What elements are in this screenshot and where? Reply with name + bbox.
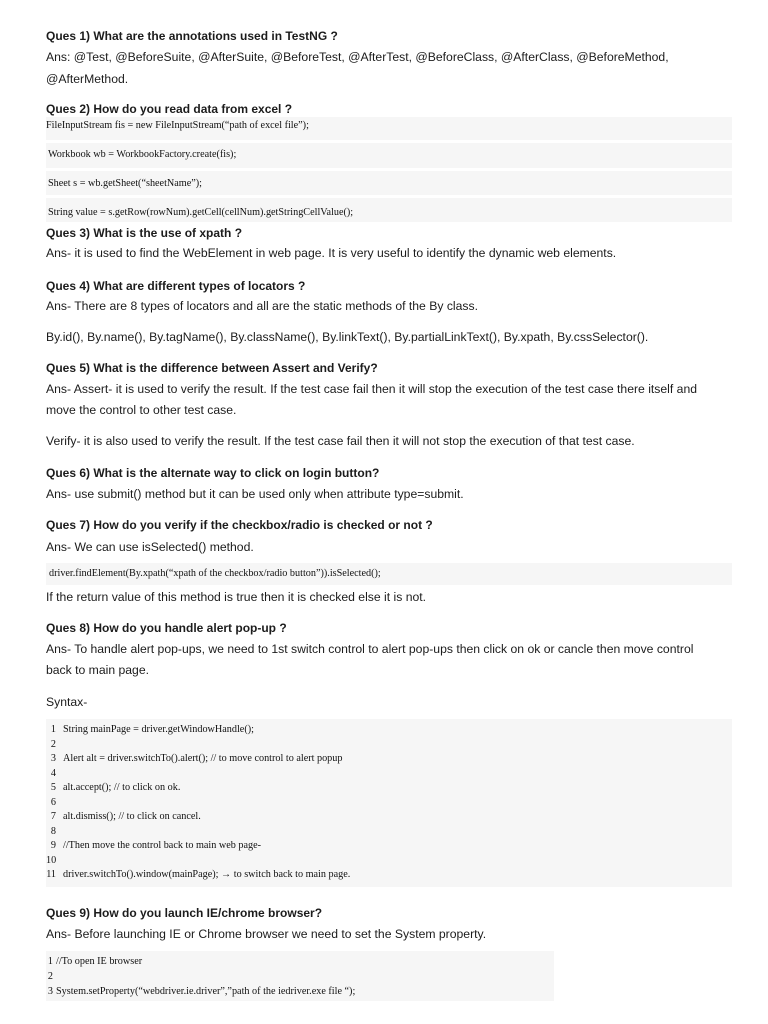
code-line: //Then move the control back to main web page- [63, 840, 262, 851]
question-3-heading: Ques 3) What is the use of xpath ? [46, 226, 243, 240]
question-7-heading: Ques 7) How do you verify if the checkbox/radio is checked or not ? [46, 518, 433, 532]
answer-5-line-2: move the control to other test case. [46, 403, 237, 417]
syntax-label: Syntax- [46, 695, 88, 709]
checkbox-code-block [46, 563, 732, 585]
answer-1-line-2: @AfterMethod. [46, 72, 129, 86]
answer-7: Ans- We can use isSelected() method. [46, 540, 254, 554]
answer-9: Ans- Before launching IE or Chrome browser we need to set the System property. [46, 927, 487, 941]
code-line: Alert alt = driver.switchTo().alert(); // to move control to alert popup [63, 753, 343, 764]
line-number: 3 [50, 753, 56, 764]
question-4-heading: Ques 4) What are different types of locators ? [46, 279, 306, 293]
answer-8-line-1: Ans- To handle alert pop-ups, we need to 1st switch control to alert pop-ups then click on ok or cancle then move control [46, 642, 694, 656]
alert-code-block [46, 719, 732, 887]
code-line: String mainPage = driver.getWindowHandle(); [63, 724, 254, 735]
code-line: String value = s.getRow(rowNum).getCell(cellNum).getStringCellValue(); [48, 207, 354, 218]
line-number: 4 [50, 768, 56, 779]
excel-code-block [46, 117, 732, 222]
line-number: 5 [50, 782, 56, 793]
line-number: 6 [50, 797, 56, 808]
code-line: //To open IE browser [56, 956, 143, 967]
question-8-heading: Ques 8) How do you handle alert pop-up ? [46, 621, 287, 635]
line-number: 3 [47, 986, 53, 997]
answer-6: Ans- use submit() method but it can be used only when attribute type=submit. [46, 487, 464, 501]
question-1-heading: Ques 1) What are the annotations used in TestNG ? [46, 29, 338, 43]
code-line: alt.accept(); // to click on ok. [63, 782, 181, 793]
question-5-heading: Ques 5) What is the difference between Assert and Verify? [46, 361, 378, 375]
line-number: 7 [50, 811, 56, 822]
answer-3: Ans- it is used to find the WebElement in web page. It is very useful to identify the dynamic web elements. [46, 246, 617, 260]
answer-1-line-1: Ans: @Test, @BeforeSuite, @AfterSuite, @BeforeTest, @AfterTest, @BeforeClass, @AfterClass, @BeforeMethod, [46, 50, 669, 64]
code-line: alt.dismiss(); // to click on cancel. [63, 811, 201, 822]
code-line: driver.switchTo().window(mainPage); → to switch back to main page. [63, 869, 351, 880]
browser-code-block [46, 951, 554, 1001]
answer-5-line-1: Ans- Assert- it is used to verify the result. If the test case fail then it will stop the execution of the test case there itself and [46, 382, 697, 396]
line-number: 1 [50, 724, 56, 735]
code-line: System.setProperty(“webdriver.ie.driver”,”path of the iedriver.exe file “); [56, 986, 356, 997]
line-number: 2 [47, 971, 53, 982]
line-number: 2 [50, 739, 56, 750]
line-number: 8 [50, 826, 56, 837]
line-number: 1 [47, 956, 53, 967]
code-line: Sheet s = wb.getSheet(“sheetName”); [48, 178, 202, 189]
answer-5-verify: Verify- it is also used to verify the result. If the test case fail then it will not stop the execution of that test case. [46, 434, 635, 448]
code-line: driver.findElement(By.xpath(“xpath of the checkbox/radio button”)).isSelected(); [49, 568, 381, 579]
answer-4: Ans- There are 8 types of locators and all are the static methods of the By class. [46, 299, 478, 313]
code-line: FileInputStream fis = new FileInputStream(“path of excel file”); [46, 120, 309, 131]
code-line: Workbook wb = WorkbookFactory.create(fis); [48, 149, 237, 160]
question-2-heading: Ques 2) How do you read data from excel ? [46, 102, 293, 116]
answer-8-line-2: back to main page. [46, 663, 149, 677]
line-number: 9 [50, 840, 56, 851]
answer-7-note: If the return value of this method is true then it is checked else it is not. [46, 590, 427, 604]
question-6-heading: Ques 6) What is the alternate way to click on login button? [46, 466, 380, 480]
line-number: 11 [46, 869, 56, 880]
locator-methods: By.id(), By.name(), By.tagName(), By.className(), By.linkText(), By.partialLinkText(), By.xpath, By.cssSelector(). [46, 330, 649, 344]
line-number: 10 [46, 855, 57, 866]
question-9-heading: Ques 9) How do you launch IE/chrome browser? [46, 906, 323, 920]
